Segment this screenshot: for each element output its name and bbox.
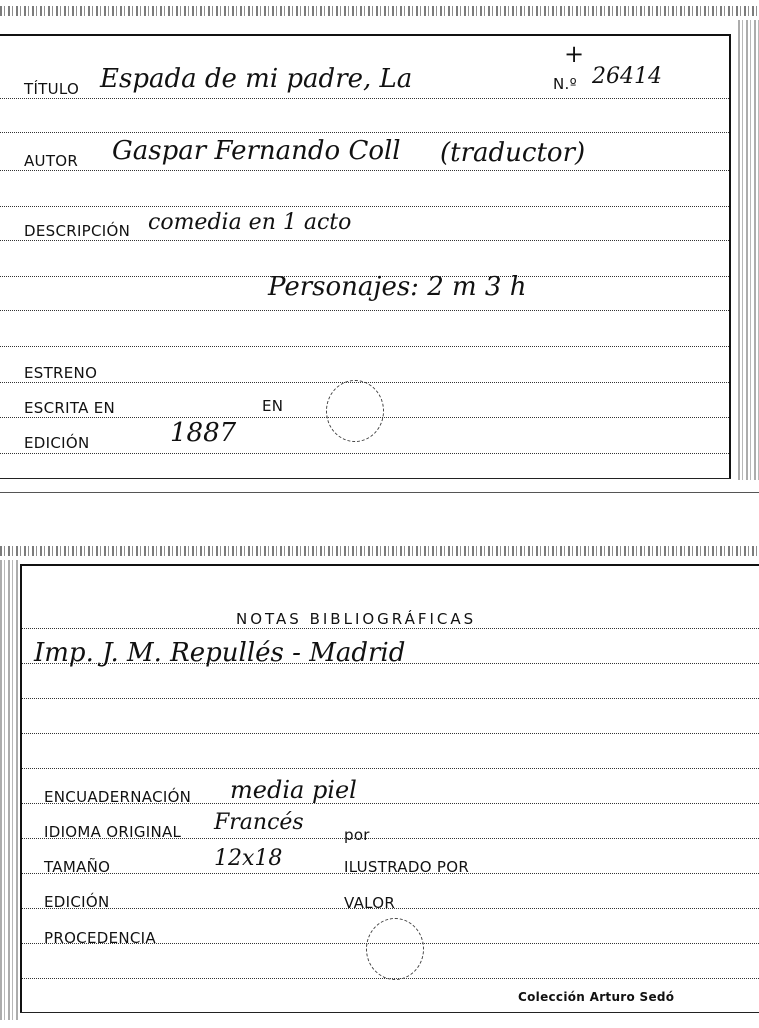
edicion-label: EDICIÓN bbox=[24, 434, 90, 452]
rule-line bbox=[0, 346, 729, 347]
stamp-circle bbox=[366, 918, 424, 980]
en-label: EN bbox=[262, 397, 284, 415]
rule-line bbox=[22, 733, 759, 734]
stamp-circle bbox=[326, 380, 384, 442]
notas-heading: NOTAS BIBLIOGRÁFICAS bbox=[236, 610, 477, 628]
card-bottom-edge bbox=[20, 1012, 759, 1013]
card-side-texture bbox=[0, 560, 18, 1020]
rule-line bbox=[0, 132, 729, 133]
por-label: por bbox=[344, 826, 370, 844]
bottom-index-card bbox=[0, 540, 759, 1028]
escrita-en-label: ESCRITA EN bbox=[24, 399, 116, 417]
idioma-label: IDIOMA ORIGINAL bbox=[44, 823, 182, 841]
rule-line bbox=[0, 310, 729, 311]
numero-value: 26414 bbox=[592, 64, 662, 89]
rule-line bbox=[0, 453, 729, 454]
card-top-texture bbox=[0, 6, 759, 16]
autor-note: (traductor) bbox=[440, 138, 586, 168]
estreno-label: ESTRENO bbox=[24, 364, 98, 382]
card-left-edge bbox=[20, 564, 22, 1012]
numero-label: N.º bbox=[553, 75, 577, 93]
titulo-value: Espada de mi padre, La bbox=[100, 64, 413, 94]
card-top-edge bbox=[22, 564, 759, 566]
card-bottom-edge bbox=[0, 478, 731, 479]
tamano-value: 12x18 bbox=[214, 846, 283, 871]
edicion-value: 1887 bbox=[170, 418, 237, 448]
encuadernacion-label: ENCUADERNACIÓN bbox=[44, 788, 192, 806]
descripcion-label: DESCRIPCIÓN bbox=[24, 222, 131, 240]
coleccion-label: Colección Arturo Sedó bbox=[518, 990, 675, 1004]
valor-label: VALOR bbox=[344, 894, 396, 912]
rule-line bbox=[0, 170, 729, 171]
tamano-label: TAMAÑO bbox=[44, 858, 111, 876]
personajes-value: Personajes: 2 m 3 h bbox=[268, 272, 527, 302]
procedencia-label: PROCEDENCIA bbox=[44, 929, 156, 947]
descripcion-value: comedia en 1 acto bbox=[148, 210, 352, 235]
rule-line bbox=[22, 768, 759, 769]
encuadernacion-value: media piel bbox=[230, 776, 357, 804]
ilustrado-label: ILUSTRADO POR bbox=[344, 858, 470, 876]
rule-line bbox=[22, 628, 759, 629]
autor-label: AUTOR bbox=[24, 152, 79, 170]
card-top-edge bbox=[0, 34, 731, 36]
edicion-label-2: EDICIÓN bbox=[44, 893, 110, 911]
top-index-card bbox=[0, 0, 759, 495]
rule-line bbox=[0, 240, 729, 241]
card-top-texture bbox=[0, 546, 759, 556]
rule-line bbox=[22, 698, 759, 699]
card-right-edge bbox=[729, 34, 731, 478]
rule-line bbox=[0, 206, 729, 207]
card-side-texture bbox=[738, 20, 759, 480]
rule-line bbox=[22, 663, 759, 664]
rule-line bbox=[0, 98, 729, 99]
cross-mark: + bbox=[564, 40, 585, 68]
idioma-value: Francés bbox=[214, 810, 304, 835]
autor-value: Gaspar Fernando Coll bbox=[112, 136, 401, 166]
titulo-label: TÍTULO bbox=[24, 80, 80, 98]
notas-value: Imp. J. M. Repullés - Madrid bbox=[34, 638, 406, 668]
card-shadow-edge bbox=[0, 492, 759, 493]
